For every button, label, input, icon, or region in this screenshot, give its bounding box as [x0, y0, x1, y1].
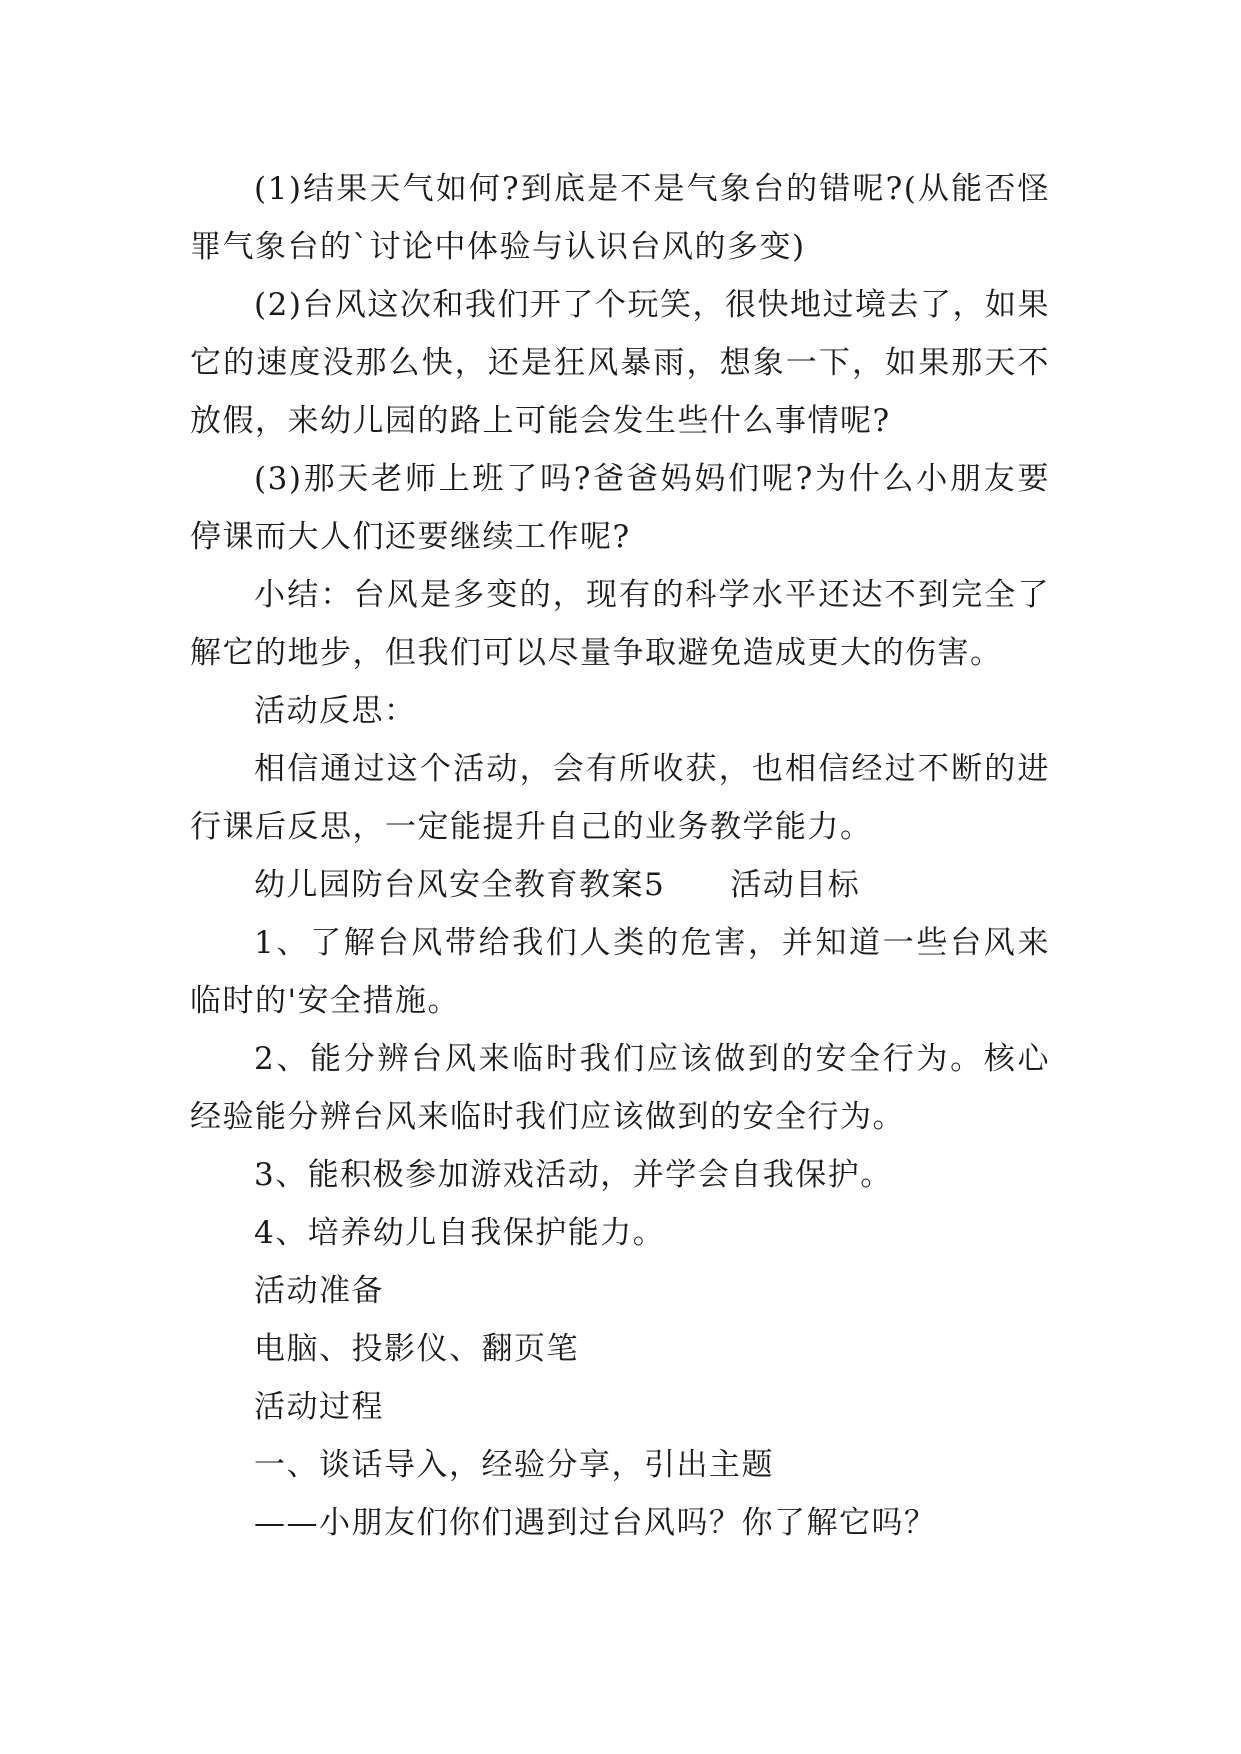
- heading-lesson-plan-5: 幼儿园防台风安全教育教案5 活动目标: [254, 867, 861, 903]
- heading-activity-reflection: 活动反思：: [254, 693, 417, 729]
- heading-activity-preparation: 活动准备: [254, 1273, 384, 1309]
- paragraph-3: (3)那天老师上班了吗?爸爸妈妈们呢?为什么小朋友要停课而大人们还要继续工作呢?: [190, 461, 1050, 555]
- paragraph-reflection: 相信通过这个活动，会有所收获，也相信经过不断的进行课后反思，一定能提升自己的业务教学能力。: [190, 751, 1050, 845]
- paragraph-summary: 小结：台风是多变的，现有的科学水平还达不到完全了解它的地步，但我们可以尽量争取避免造成更大的伤害。: [190, 577, 1050, 671]
- objective-3: 3、能积极参加游戏活动，并学会自我保护。: [254, 1157, 893, 1193]
- objective-2: 2、能分辨台风来临时我们应该做到的安全行为。核心经验能分辨台风来临时我们应该做到的安全行为。: [190, 1041, 1050, 1135]
- preparation-items: 电脑、投影仪、翻页笔: [254, 1331, 579, 1367]
- objective-1: 1、了解台风带给我们人类的危害，并知道一些台风来临时的'安全措施。: [190, 925, 1050, 1019]
- objective-4: 4、培养幼儿自我保护能力。: [254, 1215, 666, 1251]
- process-question: ——小朋友们你们遇到过台风吗？你了解它吗？: [254, 1505, 937, 1541]
- heading-activity-process: 活动过程: [254, 1389, 384, 1425]
- process-step-1: 一、谈话导入，经验分享，引出主题: [254, 1447, 774, 1483]
- document-body: [190, 160, 1050, 1552]
- paragraph-1: (1)结果天气如何?到底是不是气象台的错呢?(从能否怪罪气象台的`讨论中体验与认识台风的多变): [190, 171, 1050, 265]
- paragraph-2: (2)台风这次和我们开了个玩笑，很快地过境去了，如果它的速度没那么快，还是狂风暴雨，想象一下，如果那天不放假，来幼儿园的路上可能会发生些什么事情呢?: [190, 287, 1050, 439]
